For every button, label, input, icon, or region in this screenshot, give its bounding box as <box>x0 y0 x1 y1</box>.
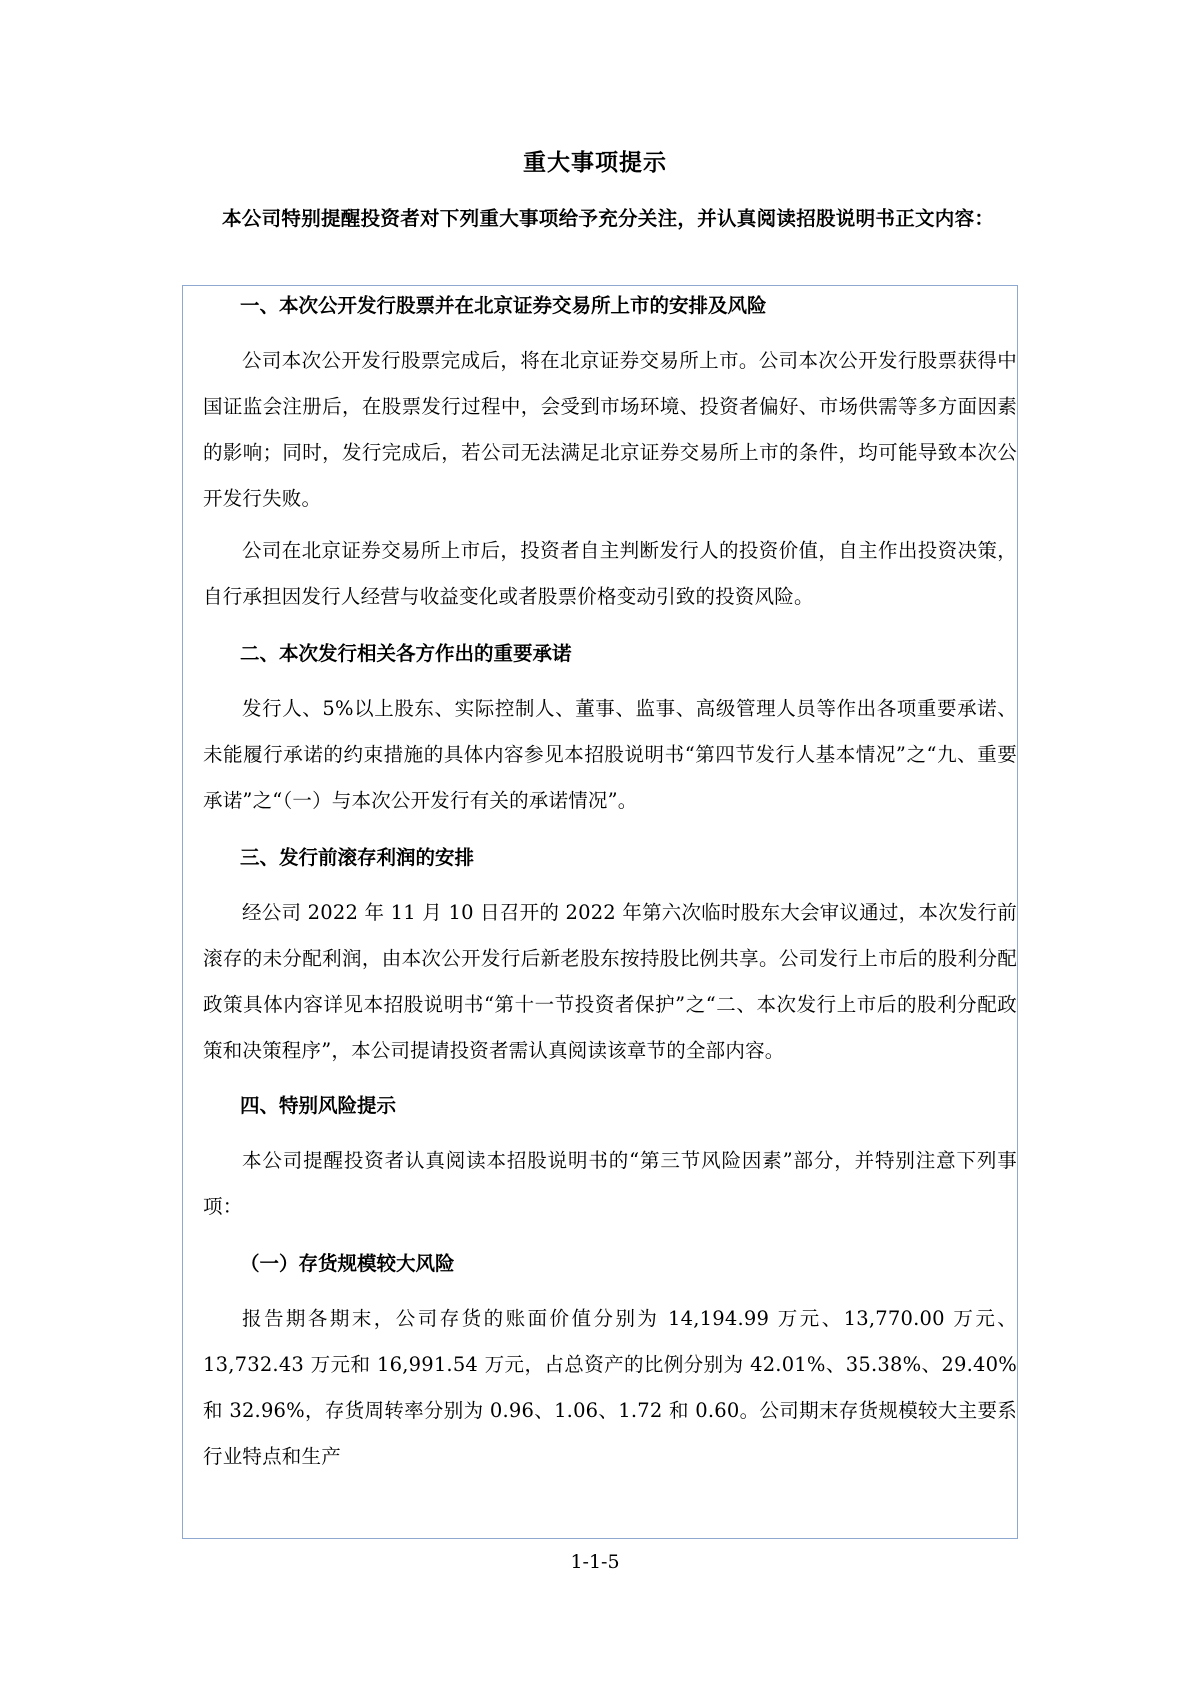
section-1-paragraph-2: 公司在北京证券交易所上市后，投资者自主判断发行人的投资价值，自主作出投资决策，自行承担因发行人经营与收益变化或者股票价格变动引致的投资风险。 <box>203 539 1017 608</box>
section-4-heading: 四、特别风险提示 <box>240 1094 397 1117</box>
section-2-paragraph-1: 发行人、5%以上股东、实际控制人、董事、监事、高级管理人员等作出各项重要承诺、未能履行承诺的约束措施的具体内容参见本招股说明书“第四节发行人基本情况”之“九、重要承诺”之“（一）与本次公开发行有关的承诺情况”。 <box>203 697 1017 812</box>
intro-paragraph: 本公司特别提醒投资者对下列重大事项给予充分关注，并认真阅读招股说明书正文内容： <box>222 207 995 230</box>
section-2-heading: 二、本次发行相关各方作出的重要承诺 <box>240 642 572 665</box>
section-3-heading: 三、发行前滚存利润的安排 <box>240 846 475 869</box>
subsection-1-paragraph-1: 报告期各期末，公司存货的账面价值分别为 14,194.99 万元、13,770.00 万元、13,732.43 万元和 16,991.54 万元，占总资产的比例分别为 42.01%、35.38%、29.40%和 32.96%，存货周转率分别为 0.96、1.06、1.72 和 0.60。公司期末存货规模较大主要系行业特点和生产 <box>203 1307 1017 1468</box>
subsection-1-heading: （一）存货规模较大风险 <box>240 1252 455 1275</box>
section-1-heading: 一、本次公开发行股票并在北京证券交易所上市的安排及风险 <box>240 294 767 317</box>
section-3-paragraph-1: 经公司 2022 年 11 月 10 日召开的 2022 年第六次临时股东大会审议通过，本次发行前滚存的未分配利润，由本次公开发行后新老股东按持股比例共享。公司发行上市后的股利分配政策具体内容详见本招股说明书“第十一节投资者保护”之“二、本次发行上市后的股利分配政策和决策程序”，本公司提请投资者需认真阅读该章节的全部内容。 <box>203 901 1017 1062</box>
section-4-paragraph-1: 本公司提醒投资者认真阅读本招股说明书的“第三节风险因素”部分，并特别注意下列事项： <box>203 1149 1017 1218</box>
page-title: 重大事项提示 <box>523 149 667 176</box>
page-number: 1-1-5 <box>570 1551 620 1573</box>
section-1-paragraph-1: 公司本次公开发行股票完成后，将在北京证券交易所上市。公司本次公开发行股票获得中国证监会注册后，在股票发行过程中，会受到市场环境、投资者偏好、市场供需等多方面因素的影响；同时，发行完成后，若公司无法满足北京证券交易所上市的条件，均可能导致本次公开发行失败。 <box>203 349 1017 510</box>
notice-box <box>182 285 1018 1539</box>
